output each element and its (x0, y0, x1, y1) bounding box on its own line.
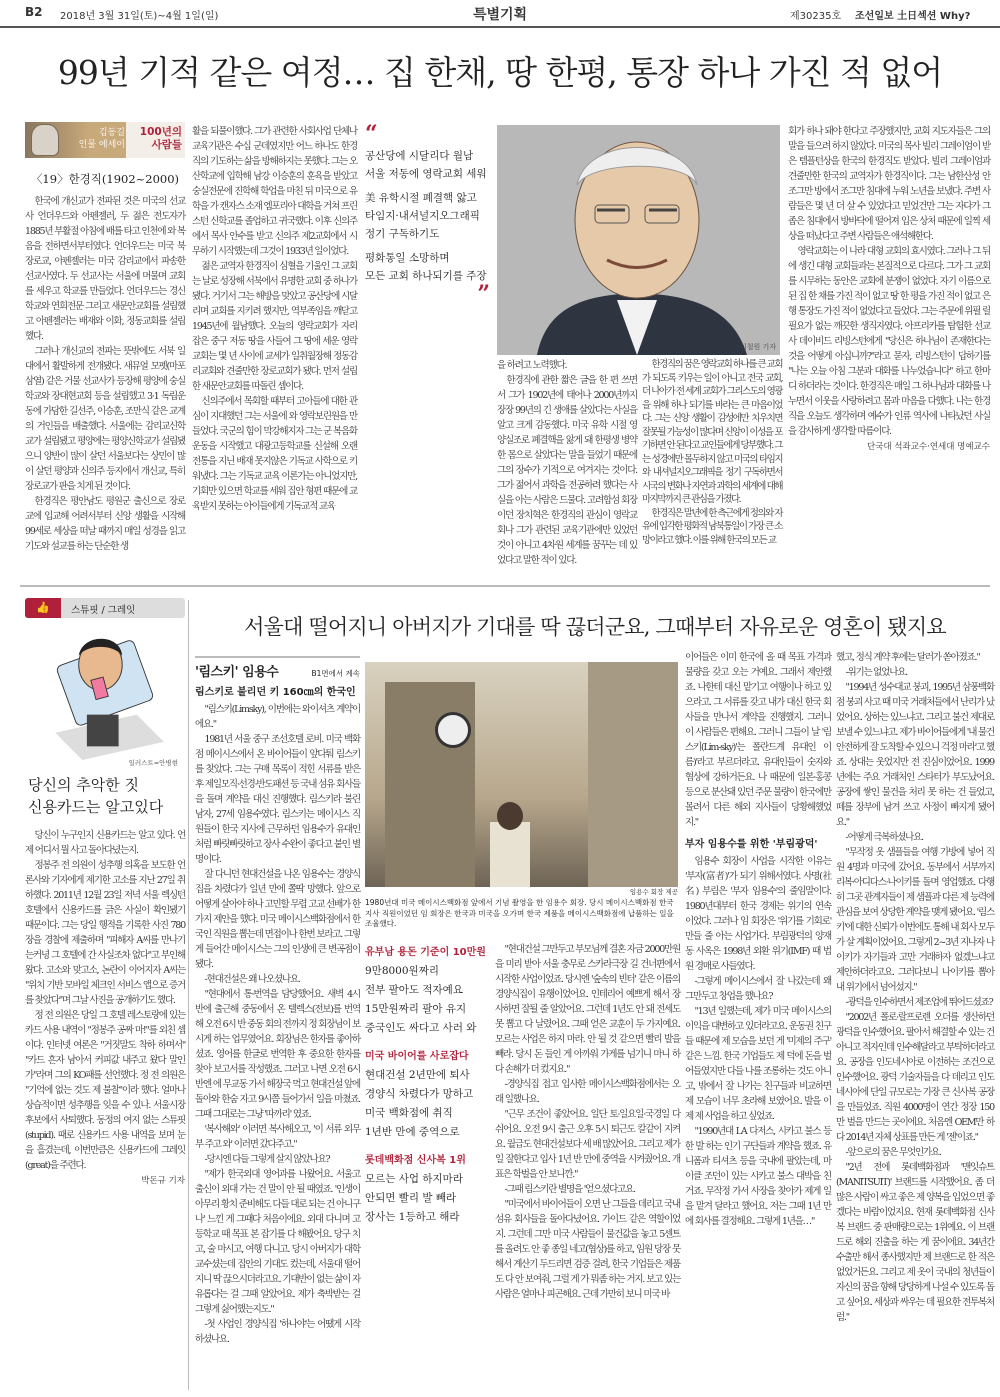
caricature-drawing (30, 624, 180, 769)
interview-headline: 서울대 떨어지니 아버지가 기대를 딱 끊더군요, 그때부터 자유로운 영혼이 됐지요 (244, 615, 946, 639)
author-byline: 단국대 석좌교수·연세대 명예교수 (866, 442, 990, 452)
author-photo (31, 124, 59, 156)
sidebar-body: 당신이 누구인지 신용카드는 알고 있다. 언제 어디서 뭘 사고 돌아다녔는지. 정봉주 전 의원이 성추행 의혹을 보도한 언론사와 기자에게 제기한 고소를 지난 27일 취하했다. 2011년 12월 23일 저녁 서울 렉싱턴호텔에서 신용카드를 긁은 사실이 확인됐기 때문이다. 그는 당일 행적을 기록한 사진 780장을 경찰에 제출하며 "피해자 A씨를 만나기는커녕 그 호텔에 간 사실조차 없다"고 부인해왔다. 고소와 맞고소, 논란이 이어지자 A씨는 "위치 기반 모바일 체크인 서비스 앱으로 증거를 찾았다"며 그날 사진을 공개하기도 했다. 정 전 의원은 당일 그 호텔 레스토랑에 있는 카드 사용 내역이 "정봉주 공짜 마!"를 외친 셈이다. 인터넷 여론은 "거짓말도 착하 하며서" "카드 흔자 남아서 커피값 내주고 왔다 말인가"라며 그의 KO패를 선언했다. 정 전 의원은 "기억에 없는 것도 제 불찰"이라 했다. 얼마나 상습적이면 성추행을 잊을 수 있나. 서울시장 후보에서 사퇴했다. 동정의 여지 없는 스튜핏(stupid). 때로 신용카드 사용 내역을 보며 눈을 흘겼는데, 이번만큼은 신용카드에 그레잇(great)을 주련다. 박돈규 기자 (25, 830, 185, 1186)
photo-caption: 1980년대 미국 메이시스백화점 앞에서 기념 촬영을 한 임용수 회장. 당시 메이시스백화점 한국 지사 직원이었던 임 회장은 한국과 미국을 오가며 한국 제품을 메이시스백화점에 납품하는 일을 조율했다. (365, 898, 674, 928)
sidebar-headline: 당신의 추악한 짓 신용카드는 알고있다 (28, 776, 164, 816)
page-header (0, 0, 1000, 28)
pull-quote: “ 공산당에 시달리다 월남 서울 저동에 영락교회 세워 美 유학시절 폐결핵 앓고 타임지·내셔널지오그래픽 정기 구독하기도 평화통일 소망하며 모든 교회 하나되기를 주장 ” (365, 121, 490, 307)
column-label: 👍 스튜핏 / 그레잇 (25, 598, 185, 618)
page-number: B2 (25, 5, 43, 19)
kicker-rule (195, 656, 360, 658)
building (385, 682, 475, 887)
close-quote-icon: ” (477, 281, 490, 307)
paper-name: 조선일보 土日섹션 Why? (855, 11, 971, 22)
top-column-3: 을 하려고 노력했다. 한경직에 관한 짧은 글을 한 편 쓰면서 그가 1902년에 태어나 2000년까지 장장 99년의 긴 생애를 살았다는 사실을 알고 크게 감동했다. 미국 유학 시절 영양실조로 폐결핵을 앓게 돼 한평생 병약한 몸으로 살았다는 말을 들었기 때문에 그의 장수가 기적으로 여겨지는 것이다. 그가 젊어서 과학을 전공하려 했다는 사실을 아는 사람은 드물다. 고려합섬 회장이던 장치혁은 한경직의 관심이 영락교회나 그가 관련된 교육기관에만 있었던 것이 아니고 4차원 세계를 꿈꾸는 데 있었다고 말한 적이 있다. (497, 360, 637, 566)
photo-credit: 임용수 회장 제공 (629, 888, 678, 896)
issue-date: 2018년 3월 31일(토)~4월 1일(일) (60, 11, 219, 22)
issue-number: 제30235호 (790, 11, 842, 22)
top-column-1: 한국에 개신교가 전파된 것은 미국의 선교사 언더우드와 아펜젤러, 두 젊은 전도자가 1885년 부활절 아침에 배를 타고 인천에 와 복음을 전하면서부터였다. 언더우드는 미국 북장로교, 아펜젤러는 미국 감리교에서 파송한 선교사였다. 두 선교사는 서울에 머물며 교회를 세우고 학교를 만들었다. 언더우드는 경신학교와 연희전문 그리고 새문안교회를 설립했고 아펜젤러는 배재와 이화, 정동교회를 설립했다. 그러나 개신교의 전파는 뜻밖에도 서북 일대에서 활발하게 전개됐다. 새뮤얼 모펫(마포삼열) 같은 거물 선교사가 등장해 평양에 숭실학교와 장대현교회 등을 설립했고 3·1 독립운동에 가담한 길선주, 이승훈, 조만식 같은 교계의 거인들을 배출했다. 서울에는 감리교신학교가 설립됐고 평양에는 평양신학교가 설립됐으니 양반이 많이 살던 서울보다는 상민이 많이 살던 평양과 신의주 등지에서 개신교, 특히 장로교가 판을 치게 된 것이다. 한경직은 평안남도 평원군 출신으로 장로교에 입교해 어려서부터 신앙 생활을 시작해 99세로 세상을 떠날 때까지 매일 성경을 읽고 기도와 설교를 하는 단순한 생 (25, 196, 185, 552)
section-divider (20, 585, 990, 587)
thumb-icon: 👍 (25, 598, 61, 618)
historic-photo (365, 662, 678, 887)
interview-column-1: 림스키로 불리던 키 160㎝의 한국인 "림스키(Limsky), 이번에는 와이셔츠 계약이에요." 1981년 서울 중구 조선호텔 로비. 미국 백화점 메이시스에서 온 바이어들이 앞다퉈 림스키를 찾았다. 그는 구매 목록이 적힌 서류를 받은 후 제일모직·선경·반도패션 등 국내 섬유 회사들을 돌며 계약을 대신 진행했다. 림스키라 불린 남자, 27세 임용수였다. 림스키는 메이시스 직원들이 한국 지사에 근무하던 임용수가 유대인처럼 빠릿빠릿하고 장사 수완이 좋다고 붙인 별명이다. 잘 다니던 현대건설을 나온 임용수는 경양식집을 차렸다가 일년 만에 쫄딱 망했다. 앞으로 어떻게 살아야 하나 고민할 무렵 고교 선배가 한 가지 제안을 했다. 미국 메이시스백화점에서 한국인 직원을 뽑는데 면접이나 한번 보라고. 그렇게 들어간 메이시스는 그의 인생에 큰 변곡점이 됐다. -현대건설은 왜 나오셨나요. "현대에서 통·번역을 담당했어요. 새벽 4시 반에 출근해 중동에서 온 텔렉스(전보)를 번역해 오전 6시 반 중동 회의 전까지 정 회장님이 보시게 하는 업무였어요. 회장님은 한자를 좋아하셨죠. 영어를 한글로 번역한 후 중요한 한자를 찾아 보고서를 작성했죠. 그러고 나면 오전 6시 반엔 에 무교동 가서 해장국 먹고 현대건설 앞에 돌아와 한숨 자고 9시쯤 들어가서 일을 마쳤죠. 그때 그대로는 그냥 '따까리' 였죠. '복사해와' 이러면 복사해오고, '이 서류 외무부 주고 와' 이러면 갔다주고." -당시엔 다들 그렇게 살지 않았나요? "제가 한국외대 영어과를 나왔어요. 서울고 출신이 외대 가는 건 말이 안 될 때였죠. '인생이 아무리 황치 준비해도 다들 대로 되는 건 아니구나' 느낀 게 그때다 처음이에요. 외대 다니며 고등학교 때 목표 본 잡기를 다 해봤어요. 당구 치고, 술 마시고, 여행 다니고. 당시 아버지가 대학교수셨는데 집안의 기대도 컸는데, 서울대 떨어지니 딱 끊으시더라고요. 기대반이 없는 삶이 자유롭다는 걸 그때 알았어요. 제가 축박받는 걸 그렇게 싫어했는지도." -첫 사업인 경양식집 '하나야'는 어땠게 시작하셨나요. (195, 687, 360, 1345)
portrait-credit: 이철원 기자 (739, 343, 776, 351)
interview-column-2: "현대건설 그만두고 부모님께 결혼 자금 2000만원을 미리 받아 서울 충무로 스카라극장 길 건너편에서 시작한 사업이었죠. 당시엔 '숲속의 빈터' 같은 이름의 경양식집이 유행이었어요. 인테리어 예쁘게 해서 장사하면 잘될 줄 알았어요. 그런데 1년도 안 돼 전세도 못 뽑고 다 날렸어요. 그때 얻은 교훈이 두 가지예요. 모르는 사업은 하지 마라. 안 될 것 같으면 빨리 발을 빼라. 당시 돈 들인 게 아까워 가게를 넘기니 마니 하다 손해가 더 컸지요." -경양식집 접고 입사한 메이시스백화점에서는 오래 일했나요. "근무 조건이 좋았어요. 일단 토·일요일·국경일 다 쉬어요. 오전 9시 출근 오후 5시 퇴근도 칼같이 지켜요. 월급도 현대건설보다 세 배 많았어요. 그리고 제가 일 잘한다고 입사 1년 반 만에 중역을 시켜줬어요. 개표은 학벌을 안 보니깐." -그때 림스키란 별명을 '얻으셨다고요. "미국에서 바이어들이 오면 난 그들을 데리고 국내 섬유 회사들을 돌아다녔어요. 가이드 같은 역할이었지. 그런데 그만 미국 사람들이 물건값을 놓고 5센트를 올려도 안 좋 종일 네고(협상)를 하고, 임원 당장 뭇해서 계산기 두드리면 검증 걸려, 한국 기업들은 제품도 다 안 보여줘, 그럴 게 가 뭐좀 하는 거지. 보고 있는 사람은 얼마나 피곤해요. 근데 가만히 보니 미국 바 (495, 944, 680, 1300)
illustration-credit: 일러스트=안병현 (128, 759, 178, 767)
portrait-illustration (497, 125, 780, 355)
sidebar-divider (188, 600, 189, 1390)
person-head (497, 802, 523, 830)
open-quote-icon: “ (365, 121, 378, 147)
interview-column-4: 했고, 정식 계약 후에는 달러가 쏟아졌죠." -위기는 없었나요. "1994년 성수대교 붕괴, 1995년 삼풍백화점 붕괴 사고 때 미국 거래처들에서 난리가 났었어요. 상하는 있느냐고. 그리고 불건 제대로 보낼 수 있느냐고. 제가 바이어들에게 '내 물건 안전하게 잘 도착할 수 있으니 걱정 마라'고 했죠. 상대는 웃었지만 전 진심이었어요. 1999년에는 주요 거래처인 스타터가 부도났어요. 공장에 쌓인 물건을 처리 못 하는 건 들었고, 떼를 장부에 남겨 쓰고 사정이 빠지게 됐어요." -어떻게 극복하셨나요. "무작정 옷 샘플들을 여행 가방에 넣어 직원 4명과 미국에 갔어요. 동부에서 서부까지 리복·아디다스·나이키를 돌며 영업했죠. 다행히 그곳 관계자들이 제 샘플과 다른 제 능력에 관심을 보여 상당한 계약을 맺게 됐어요. '림스키'에 대한 신뢰가 이번에도 통해 내 회사 모두가 살 계획이었어요. 그렇게 2~3년 지나자 나이키가 자기들과 고만 거래하자 없겠느냐고 제안하더라고요. 그러다보니 나이키를 뽑아내 위기에서 넘어섰지." -광덕을 인수하면서 제조업에 뛰어드셨죠? "2002년 폴로·랄프로렌 오더를 생산하던 광덕을 인수했어요. 팔아서 해결할 수 있는 건 아니고 적자인데 인수해달라고 부탁하더라고요. 공장을 인도네시아로 이전하는 조건으로 인수했어요. 광덕 기술자들을 다 데리고 인도네시아에 단일 규모로는 가장 큰 신사복 공장을 만들었죠. 직원 4000명이 연간 정장 150만 벌을 만드는 곳이에요. 처음엔 OEM만 하다 2014년 자체 상표를 만든 게 '젠'이죠." -앞으로의 꿈은 무엇인가요. "2년 전에 롯데백화점과 '맨잇슈트(MANITSUIT)' 브랜드를 시작했어요. 좀 더 많은 사람이 싸고 좋은 제 양복을 입었으면 좋겠다는 바람이었지요. 현재 롯데백화점 신사복 브랜드 중 판매량으로는 1위예요. 이 브랜드로 해외 진출을 하는 게 꿈이에요. 34년간 수출만 해서 종사했지만 제 브랜드로 한 적은 없었거든요. 그리고 제 옷이 국내의 청년들이 자신의 꿈을 향해 당당하게 나설 수 있도록 돕고 싶어요. 세상과 싸우는 데 필요한 전투복처럼." (836, 652, 994, 1323)
clock-icon (435, 712, 471, 748)
top-column-4: 한경직의 꿈은 영락교회 하나를 큰 교회가 되도록 키우는 일이 아니고 전국 교회, 더 나아가 전 세계 교회가 그리스도의 영광을 위해 하나 되기를 바라는 큰 마음이었다. 그는 신앙 생활이 감성에만 치우치면 잘못될 가능성이 많다며 신앙이 이성을 포기하면 안 된다고 교인들에게 당부했다. 그는 성경에만 몰두하지 않고 미국의 타임지와 내셔널지오그래픽을 정기 구독하면서 시국의 변화나 자연과 과학의 세계에 대해 마지막까지 큰 관심을 가졌다. 한경직은 말년에 한 측근에게 정의와 자유에 입각한 평화적 남북통일이 가장 큰 소망이라고 했다. 이를 위해 한국의 모든 교 (642, 359, 782, 546)
section-title: 특별기획 (472, 7, 528, 23)
subhead-2: 부자 임용수를 위한 '부림광덕' (685, 839, 818, 850)
main-headline: 99년 기적 같은 여정… 집 한채, 땅 한평, 통장 하나 가진 적 없어 (57, 53, 943, 92)
caricature-illustration (30, 624, 180, 769)
portrait-drawing (497, 125, 780, 355)
interview-column-3: 이어들은 이미 한국에 올 때 목표 가격과 물량을 갖고 오는 거예요. 그래서 제안했죠. 나한테 대신 맡기고 여행이나 하고 있으라고. 그 서류를 갖고 내가 대신 한국 회사들을 만나서 계약을 진행했지. 그러니 이 사람들은 편해요. 그러니 그들이 날 '림스키(Lim-sky)'는 폴란드계 유대인 이름)'라고 부르더라고. 유대인들이 숫자와 협상에 강하거든요. 나 때문에 일본·홍콩 등으로 분산돼 있던 주문 물량이 한국에만 몰려서 다른 해외 지사들이 당황해했었지." 부자 임용수를 위한 '부림광덕' 임용수 회장이 사업을 시작한 이유는 '부자(富者)'가 되기 위해서였다. 사명(社名) 부림은 '부자 임용수'의 줄임말이다. 1980년대부터 한국 경제는 위기의 연속이었다. 그러나 임 회장은 '위기를 기회로' 만들 줄 아는 사업가다. 부림광덕의 양재동 사옥은 1998년 외환 위기(IMF) 때 법원 경매로 사들였다. -그렇게 메이시스에서 잘 나갔는데 왜 그만두고 창업을 했나요? "13년 일했는데, 제가 미국 메이시스의 이익을 대변하고 있더라고요. 운동권 친구들 때문에 제 모습을 보던 게 '미제의 주구' 같은 느낌. 한국 기업들도 제 덕에 돈을 벌어들였지만 다들 나를 조롱하는 것도 아니고, 밖에서 잘 나가는 친구들과 비교하면 제 모습이 너무 초라해 보였어요. 발을 이제 제 사업을 하고 싶었죠. "1990년대 LA 다저스, 시카고 불스 등 한 발 하는 인기 구단들과 계약을 했죠. 유니폼과 티셔츠 등을 국내에 팔았는데, 마이클 조던이 있는 시카고 불스 대박을 친 거죠. 무작정 가서 사장을 찾아가 제게 일을 맡겨 달라고 했어요. 저는 그때 1년 만에 회사를 결정해요. 그렇게 1년을…" (685, 652, 831, 1227)
series-banner (25, 122, 185, 158)
subhead-1: 림스키로 불리던 키 160㎝의 한국인 (195, 687, 356, 698)
kicker-row (195, 661, 360, 680)
interview-kicker: '림스키' 임용수 (195, 665, 279, 680)
person-figure (490, 822, 530, 887)
series-author: 김동길 인물 에세이 (78, 128, 125, 150)
background-building (588, 662, 678, 887)
top-column-5: 회가 하나 돼야 한다고 주장했지만, 교회 지도자들은 그의 말을 들으려 하지 않았다. 미국의 목사 빌리 그레이엄이 받은 템플턴상을 한국의 한경직도 받았다. 빌리 그레이엄과 견줄만한 한국의 교역자가 한경직이다. 그는 남한산성 안 조그만 방에서 조그만 침대에 누워 노년을 보냈다. 주변 사람들은 몇 년 더 살 수 있었다고 믿었건만 그는 자다가 그 좁은 침대에서 방바닥에 떨어져 입은 상처 때문에 일찍 세상을 떠났다고 주변 사람들은 애석해한다. 영락교회는 이 나라 대형 교회의 효시였다. 그러나 그 뒤에 생긴 대형 교회들과는 본질적으로 다르다. 그가 그 교회를 시무하는 동안은 교회에 분쟁이 없었다. 자기 이름으로 된 집 한 채를 가진 적이 없고 땅 한 평을 가진 적이 없고 은행 통장도 가진 적이 없었다고 들었다. 그는 주문에 위필 릴 필요가 없는 깨끗한 생직자였다. 아프리카를 탐험한 선교사 데이비드 리빙스턴에게 "당신은 하나님이 존재한다는 것을 어떻게 아십니까?"라고 묻자, 리빙스턴이 답하기를 "나는 오늘 아침 그분과 대화를 나누었습니다" 하고 한마디 하더라는 것이다. 한경직은 매일 그 하나님과 대화를 나누면서 이웃을 사랑하려고 몸과 마음을 다했다. 나는 한경직을 오늘도 생각하며 예수가 인류 역사에 나타났던 사실을 감사하게 생각할 따름이다. 단국대 석좌교수·연세대 명예교수 (788, 126, 990, 452)
sidebar-byline: 박돈규 기자 (141, 1176, 185, 1186)
highlight-quotes: 유부남 용돈 기준이 10만원 9만8000원짜리 전부 팔아도 적자예요 15만원짜리 팔아 유지 중국인도 싸다고 사러 와 미국 바이어를 사로잡다 현대건설 2년만에 퇴사 경양식 차렸다가 망하고 미국 백화점에 취직 1년반 만에 중역으로 롯데백화점 신사복 1위 모르는 사업 하지마라 안되면 빨리 발 빼라 장사는 1등하고 해라 (365, 947, 486, 1223)
top-column-2: 활을 되풀이했다. 그가 관련한 사회사업 단체나 교육기관은 수십 군데였지만 어느 하나도 한경직의 기도하는 삶을 방해하지는 못했다. 그는 오산학교에 입학해 남강 이승훈의 훈육을 받았고 숭실전문에 진학해 학업을 마친 뒤 미국으로 유학을 가 캔자스 소재 엠포리아 대학을 거쳐 프린스턴 신학교를 졸업하고 귀국했다. 이후 신의주에서 목사 안수를 받고 신의주 제2교회에서 시무하기 시작했는데 그것이 1933년 일이었다. 젊은 교역자 한경직이 심혈을 기울인 그 교회는 날로 성장해 서북에서 유명한 교회 중 하나가 됐다. 거기서 그는 해방을 맞았고 공산당에 시달리며 교회를 지키려 했지만, 역부족임을 깨닫고 1945년에 월남했다. 오늘의 영락교회가 자리 잡은 중구 저동 땅을 사들여 그 땅에 세운 영락교회는 몇 년 사이에 교세가 일취월장해 정동감리교회와 견줄만한 장로교회가 됐다. 먼저 설립한 새문안교회를 따돌린 셈이다. 신의주에서 목회할 때부터 고아들에 대한 관심이 지대했던 그는 서울에 와 영락보린원을 만들었다. 국군의 힘이 막강해지자 그는 군 복음화 운동을 시작했고 대광고등학교를 신설해 오랜 전통을 지닌 배재 못지않은 기독교 사학으로 키워냈다. 그는 기독교 교육 이론가는 아니었지만, 기회만 있으면 학교를 세워 집안 형편 때문에 교육받지 못하는 아이들에게 기독교적 교육 (192, 126, 357, 512)
continued-note: B1면에서 계속 (311, 669, 360, 678)
article-subtitle: 〈19〉한경직(1902~2000) (30, 172, 180, 186)
series-name: 100년의 사람들 (139, 126, 182, 151)
